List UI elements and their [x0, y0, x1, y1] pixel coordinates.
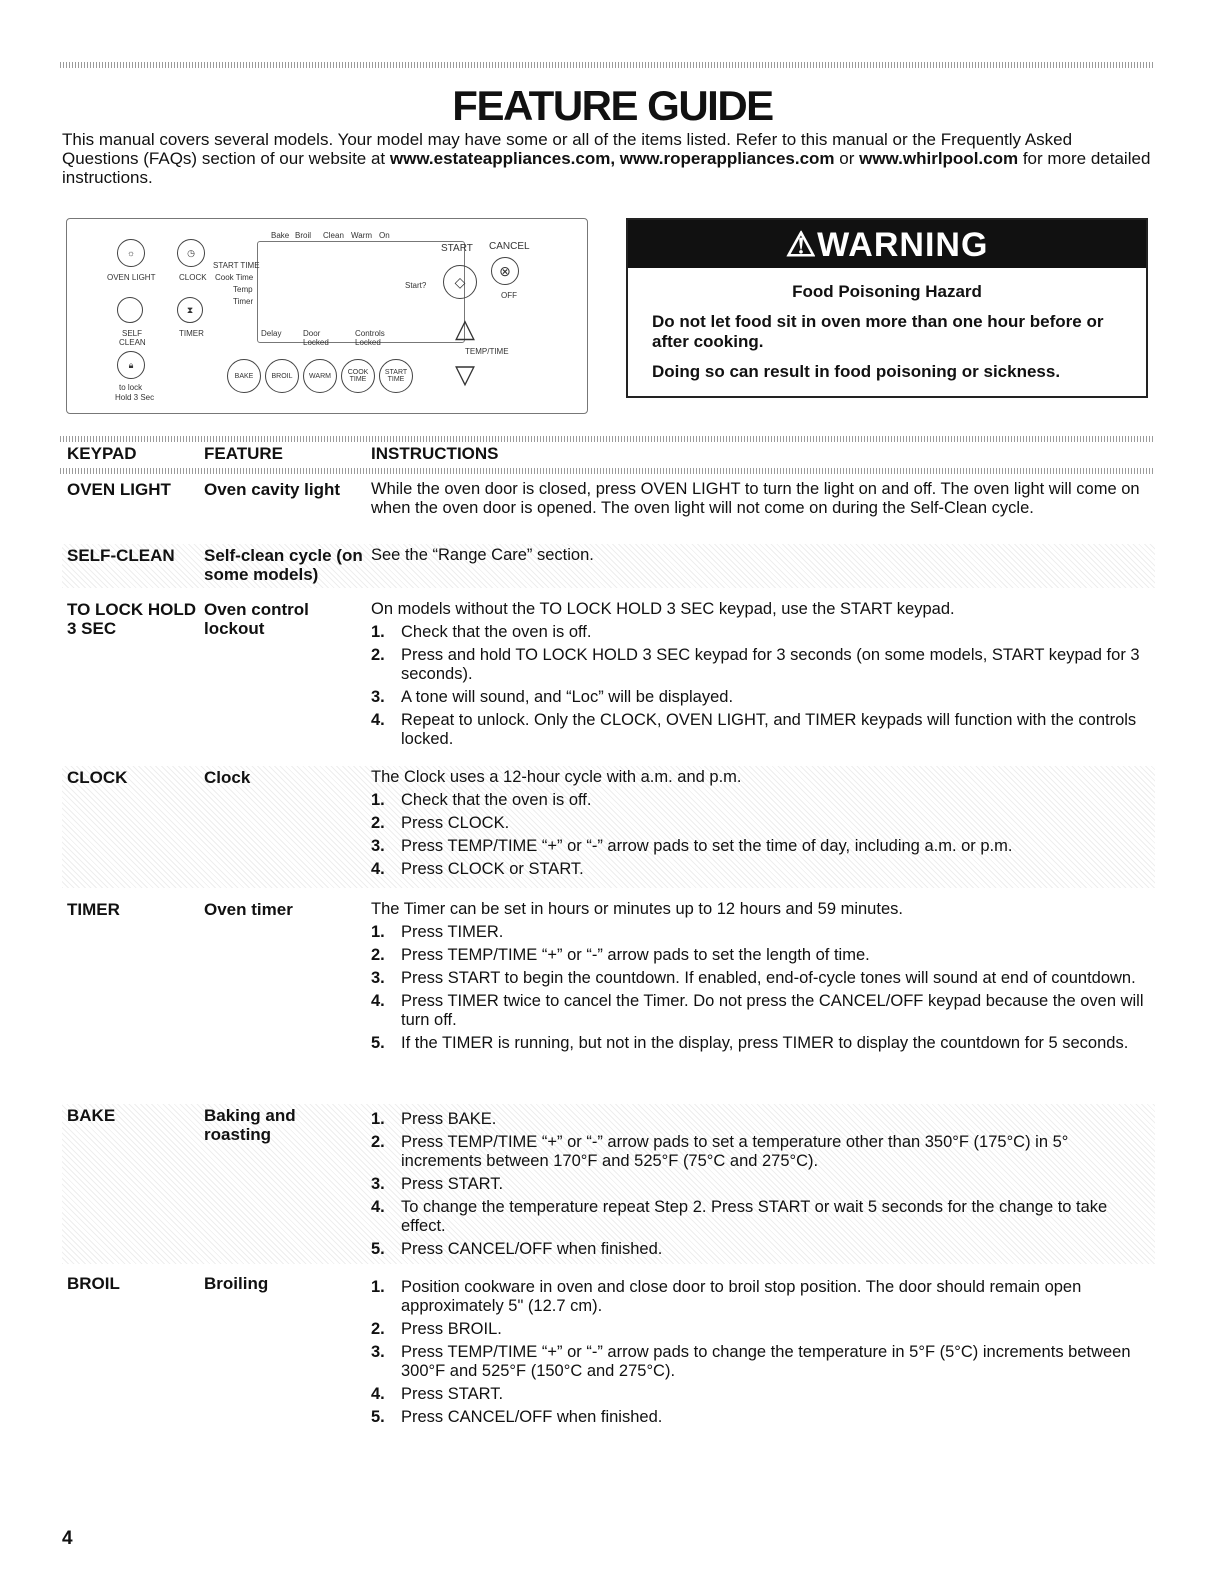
- step-text: Press and hold TO LOCK HOLD 3 SEC keypad for 3 seconds (on some models, START keypad for 3 seconds).: [401, 646, 1140, 683]
- minus-arrow-icon: ▽: [455, 359, 475, 389]
- step-text: Press TEMP/TIME “+” or “-” arrow pads to change the temperature in 5°F (5°C) increments between 300°F and 525°F (150°C and 275°C).: [401, 1343, 1131, 1380]
- instructions: [371, 600, 1151, 749]
- clock-label: CLOCK: [179, 273, 207, 282]
- step-number: 3.: [371, 1343, 385, 1361]
- start-time-indicator: START TIME: [213, 261, 260, 270]
- warning-heading: [628, 220, 1146, 268]
- instruction-step: [371, 711, 1151, 749]
- instructions: [371, 1106, 1151, 1259]
- step-text: Position cookware in oven and close door to broil stop position. The door should remain open approximately 5" (12.7 cm).: [401, 1278, 1082, 1315]
- to-lock-label: to lock: [119, 383, 143, 392]
- step-number: 5.: [371, 1408, 385, 1426]
- instruction-step: [371, 992, 1151, 1030]
- timer-icon: ⧗: [177, 297, 203, 323]
- broil-indicator: Broil: [295, 231, 312, 240]
- start-time-button: START TIME: [379, 359, 413, 393]
- step-text: Press BAKE.: [401, 1110, 497, 1128]
- step-number: 5.: [371, 1034, 385, 1052]
- step-number: 4.: [371, 1198, 385, 1216]
- warning-heading-text: WARNING: [817, 226, 989, 264]
- step-number: 4.: [371, 860, 385, 878]
- warning-line-2: Doing so can result in food poisoning or sickness.: [652, 362, 1061, 381]
- warning-line-1: Do not let food sit in oven more than one hour before or after cooking.: [652, 312, 1104, 351]
- feature-name: Oven timer: [204, 900, 293, 919]
- step-text: Press BROIL.: [401, 1320, 502, 1338]
- start-label: START: [441, 243, 473, 254]
- page-title: FEATURE GUIDE: [452, 82, 773, 129]
- page-number: 4: [62, 1528, 73, 1549]
- instruction-step: [371, 646, 1151, 684]
- step-text: Press CLOCK.: [401, 814, 510, 832]
- table-row: [62, 478, 1155, 538]
- start-button: ◇: [443, 265, 477, 299]
- self-clean-label: SELF CLEAN: [119, 329, 146, 347]
- off-label: OFF: [501, 291, 517, 300]
- step-number: 3.: [371, 1175, 385, 1193]
- instruction-step: [371, 837, 1151, 856]
- step-number: 2.: [371, 1133, 385, 1151]
- bake-indicator: Bake: [271, 231, 290, 240]
- instructions: [371, 546, 1151, 569]
- step-text: Press TIMER.: [401, 923, 504, 941]
- table-row: [62, 1272, 1155, 1432]
- step-text: Press TEMP/TIME “+” or “-” arrow pads to set the time of day, including a.m. or p.m.: [401, 837, 1013, 855]
- instruction-step: [371, 623, 1151, 642]
- step-number: 2.: [371, 946, 385, 964]
- step-number: 1.: [371, 1278, 385, 1296]
- keypad-name: BROIL: [67, 1274, 120, 1293]
- step-number: 3.: [371, 837, 385, 855]
- keypad-name: SELF-CLEAN: [67, 546, 175, 565]
- broil-button: BROIL: [265, 359, 299, 393]
- keypad-name: TO LOCK HOLD 3 SEC: [67, 600, 197, 638]
- step-text: Press START.: [401, 1175, 504, 1193]
- intro-paragraph: [62, 130, 1152, 187]
- step-text: Check that the oven is off.: [401, 623, 592, 641]
- instruction-step: [371, 860, 1151, 879]
- cancel-button: ⊗: [491, 257, 519, 285]
- feature-name: Self-clean cycle (on some models): [204, 546, 363, 584]
- instructions: [371, 900, 1151, 1053]
- table-row: [62, 898, 1155, 1094]
- step-text: Press START to begin the countdown. If enabled, end-of-cycle tones will sound at end of countdown.: [401, 969, 1136, 987]
- header-feature: FEATURE: [204, 444, 284, 463]
- step-number: 2.: [371, 814, 385, 832]
- instructions: [371, 768, 1151, 879]
- step-text: To change the temperature repeat Step 2. Press START or wait 5 seconds for the change to take effect.: [401, 1198, 1108, 1235]
- warm-indicator: Warm: [351, 231, 373, 240]
- intro-text: This manual covers several models. Your model may have some or all of the items listed. Refer to this manual or the Frequently Asked Questions (FAQs) section of our website at: [62, 130, 1073, 168]
- cancel-label: CANCEL: [489, 241, 530, 252]
- top-rule: [60, 62, 1155, 68]
- step-text: A tone will sound, and “Loc” will be displayed.: [401, 688, 734, 706]
- table-row: [62, 1104, 1155, 1264]
- step-text: Press START.: [401, 1385, 504, 1403]
- instruction-lead: The Timer can be set in hours or minutes up to 12 hours and 59 minutes.: [371, 900, 903, 918]
- warning-box: [626, 218, 1148, 398]
- cook-time-indicator: Cook Time: [215, 273, 254, 282]
- temp-indicator: Temp: [233, 285, 253, 294]
- table-row: [62, 766, 1155, 888]
- table-top-rule: [60, 436, 1155, 442]
- lock-icon: 🔒︎: [117, 351, 145, 379]
- instruction-lead: See the “Range Care” section.: [371, 546, 594, 564]
- warm-button: WARM: [303, 359, 337, 393]
- header-instructions: INSTRUCTIONS: [371, 444, 499, 463]
- step-text: Press CANCEL/OFF when finished.: [401, 1240, 663, 1258]
- step-number: 4.: [371, 992, 385, 1010]
- door-locked-indicator: Door Locked: [303, 329, 329, 347]
- cook-time-button: COOK TIME: [341, 359, 375, 393]
- step-number: 3.: [371, 688, 385, 706]
- step-number: 4.: [371, 1385, 385, 1403]
- warning-triangle-icon: ⚠: [785, 226, 818, 264]
- keypad-name: OVEN LIGHT: [67, 480, 171, 499]
- instruction-step: [371, 1110, 1151, 1129]
- step-number: 1.: [371, 623, 385, 641]
- step-number: 1.: [371, 1110, 385, 1128]
- timer-label: TIMER: [179, 329, 204, 338]
- self-clean-button: [117, 297, 143, 323]
- step-number: 4.: [371, 711, 385, 729]
- instruction-lead: The Clock uses a 12-hour cycle with a.m. and p.m.: [371, 768, 742, 786]
- oven-light-icon: ☼: [117, 239, 145, 267]
- step-number: 5.: [371, 1240, 385, 1258]
- instruction-step: [371, 814, 1151, 833]
- hazard-title: Food Poisoning Hazard: [792, 282, 982, 301]
- clock-icon: ◷: [177, 239, 205, 267]
- oven-light-label: OVEN LIGHT: [107, 273, 156, 282]
- step-number: 1.: [371, 923, 385, 941]
- timer-indicator: Timer: [233, 297, 254, 306]
- delay-indicator: Delay: [261, 329, 282, 338]
- step-text: Press CANCEL/OFF when finished.: [401, 1408, 663, 1426]
- instruction-step: [371, 1343, 1151, 1381]
- bake-button: BAKE: [227, 359, 261, 393]
- keypad-name: TIMER: [67, 900, 120, 919]
- instruction-step: [371, 1385, 1151, 1404]
- header-keypad: KEYPAD: [67, 444, 137, 463]
- hold-label: Hold 3 Sec: [115, 393, 155, 402]
- table-row: [62, 598, 1155, 758]
- step-text: Press TEMP/TIME “+” or “-” arrow pads to set a temperature other than 350°F (175°C) in 5° increments between 170°F and 525°F (75°C and 275°C).: [401, 1133, 1069, 1170]
- instruction-step: [371, 1320, 1151, 1339]
- instruction-step: [371, 1408, 1151, 1427]
- step-number: 2.: [371, 1320, 385, 1338]
- step-text: Check that the oven is off.: [401, 791, 592, 809]
- instruction-step: [371, 1175, 1151, 1194]
- control-panel-illustration: [66, 218, 588, 414]
- instruction-step: [371, 1278, 1151, 1316]
- instruction-step: [371, 969, 1151, 988]
- keypad-name: CLOCK: [67, 768, 128, 787]
- feature-name: Broiling: [204, 1274, 269, 1293]
- controls-locked-indicator: Controls Locked: [355, 329, 385, 347]
- instructions: [371, 1274, 1151, 1427]
- start-prompt: Start?: [405, 281, 427, 290]
- feature-name: Oven cavity light: [204, 480, 341, 499]
- instruction-step: [371, 1133, 1151, 1171]
- instruction-step: [371, 688, 1151, 707]
- keypad-name: BAKE: [67, 1106, 116, 1125]
- display-window: [257, 241, 465, 343]
- intro-or: or: [834, 149, 860, 168]
- feature-name: Baking and roasting: [204, 1106, 296, 1144]
- instructions: [371, 480, 1151, 522]
- whirlpool-link[interactable]: www.whirlpool.com: [859, 149, 1019, 168]
- step-number: 3.: [371, 969, 385, 987]
- instruction-lead: On models without the TO LOCK HOLD 3 SEC keypad, use the START keypad.: [371, 600, 955, 618]
- instruction-step: [371, 791, 1151, 810]
- step-text: Press CLOCK or START.: [401, 860, 584, 878]
- table-header-rule: [60, 468, 1155, 474]
- instruction-step: [371, 1240, 1151, 1259]
- step-number: 2.: [371, 646, 385, 664]
- instruction-lead: While the oven door is closed, press OVEN LIGHT to turn the light on and off. The oven light will come on when the oven door is opened. The oven light will not come on during the Self-Clean cycle.: [371, 480, 1140, 517]
- on-indicator: On: [379, 231, 390, 240]
- instruction-step: [371, 923, 1151, 942]
- table-row: [62, 544, 1155, 588]
- feature-name: Oven control lockout: [204, 600, 309, 638]
- step-text: Press TEMP/TIME “+” or “-” arrow pads to set the length of time.: [401, 946, 870, 964]
- instruction-step: [371, 1034, 1151, 1053]
- website-links[interactable]: www.estateappliances.com, www.roperappliances.com: [389, 149, 835, 168]
- instruction-step: [371, 1198, 1151, 1236]
- step-text: Press TIMER twice to cancel the Timer. Do not press the CANCEL/OFF keypad because the oven will turn off.: [401, 992, 1144, 1029]
- intro-text-end: for more detailed instructions.: [62, 149, 1151, 187]
- feature-name: Clock: [204, 768, 251, 787]
- instruction-step: [371, 946, 1151, 965]
- clean-indicator: Clean: [323, 231, 344, 240]
- temp-time-label: TEMP/TIME: [465, 347, 509, 356]
- step-number: 1.: [371, 791, 385, 809]
- step-text: If the TIMER is running, but not in the display, press TIMER to display the countdown for 5 seconds.: [401, 1034, 1129, 1052]
- step-text: Repeat to unlock. Only the CLOCK, OVEN LIGHT, and TIMER keypads will function with the controls locked.: [401, 711, 1137, 748]
- plus-arrow-icon: △: [455, 313, 475, 343]
